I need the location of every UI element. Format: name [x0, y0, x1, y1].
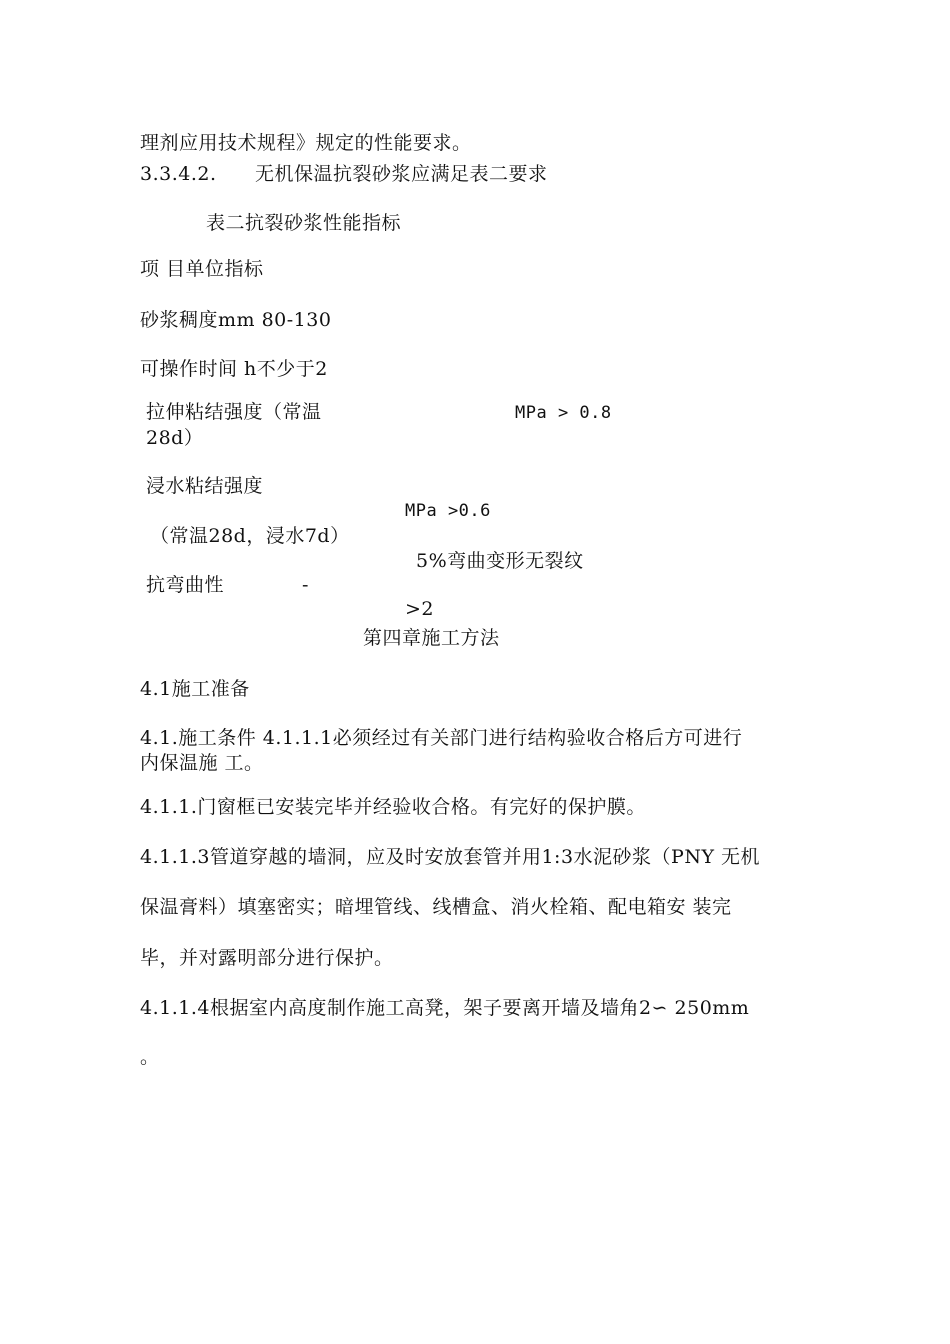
- table-row-label-cont: （常温28d，浸水7d）: [150, 525, 350, 547]
- section-heading: 4.1施工准备: [140, 678, 250, 700]
- table-row-label: 浸水粘结强度: [146, 475, 264, 497]
- table-row-value: MPa >0.6: [405, 501, 491, 521]
- table-row-label: 拉伸粘结强度（常温: [146, 401, 322, 423]
- table-row-unit: -: [302, 574, 309, 596]
- paragraph-line: 4.1.施工条件 4.1.1.1必须经过有关部门进行结构验收合格后方可进行: [140, 727, 743, 749]
- table-row-note: 5%弯曲变形无裂纹: [416, 550, 584, 572]
- paragraph-line: 4.1.1.3管道穿越的墙洞，应及时安放套管并用1:3水泥砂浆（PNY 无机: [140, 846, 761, 868]
- chapter-heading: 第四章施工方法: [363, 627, 500, 649]
- table-row-value: MPa > 0.8: [515, 403, 612, 423]
- table-header: 项 目单位指标: [140, 258, 264, 280]
- paragraph-line: 理剂应用技术规程》规定的性能要求。: [140, 132, 472, 154]
- paragraph-line: 。: [140, 1046, 160, 1068]
- paragraph-line: 4.1.1.4根据室内高度制作施工高凳，架子要离开墙及墙角2∽ 250mm: [140, 997, 750, 1019]
- paragraph-line: 内保温施 工。: [140, 752, 264, 774]
- paragraph-line: 保温膏料）填塞密实；暗埋管线、线槽盒、消火栓箱、配电箱安 装完: [140, 896, 732, 918]
- table-row: 砂浆稠度mm 80-130: [140, 309, 332, 331]
- table-row-label-cont: 28d）: [146, 427, 204, 449]
- section-heading: 无机保温抗裂砂浆应满足表二要求: [255, 163, 548, 185]
- section-number: 3.3.4.2.: [140, 163, 217, 185]
- table-row-value: >2: [405, 598, 435, 620]
- paragraph-line: 毕，并对露明部分进行保护。: [140, 947, 394, 969]
- table-row-label: 抗弯曲性: [146, 574, 225, 596]
- paragraph-line: 4.1.1.门窗框已安装完毕并经验收合格。有完好的保护膜。: [140, 796, 646, 818]
- table-row: 可操作时间 h不少于2: [140, 358, 328, 380]
- table-title: 表二抗裂砂浆性能指标: [206, 212, 402, 234]
